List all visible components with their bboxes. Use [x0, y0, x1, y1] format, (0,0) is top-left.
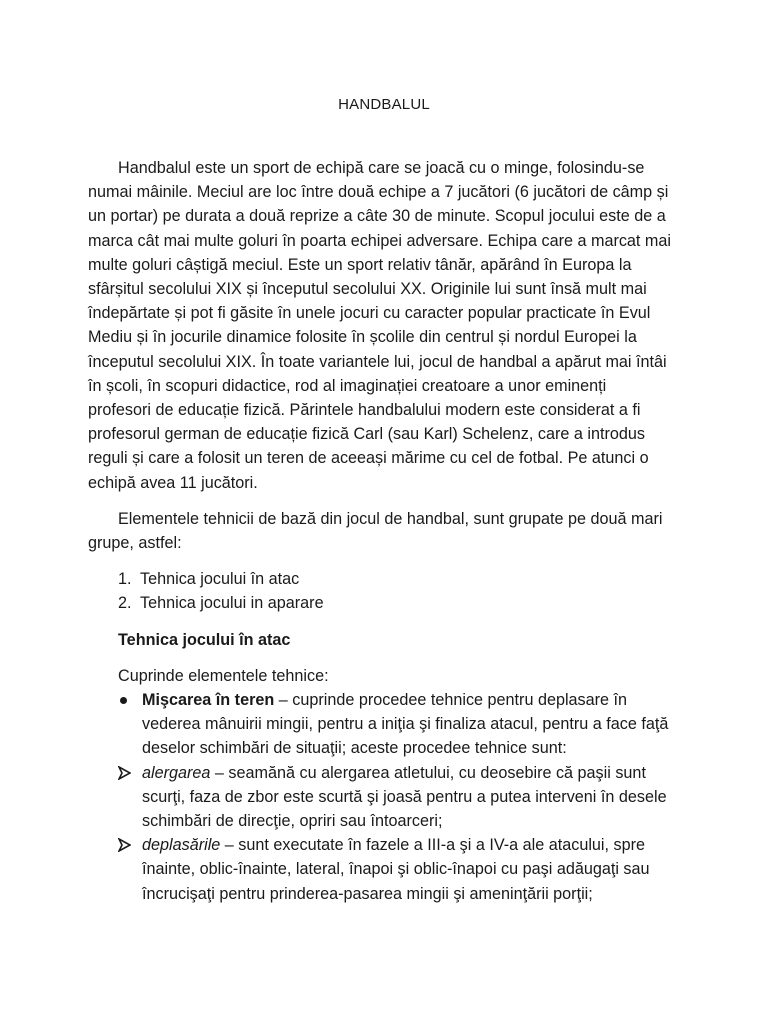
text-line: grupe, astfel:	[88, 534, 182, 553]
arrow-text: încrucişaţi pentru prinderea-pasarea mingii şi ameninţării porţii;	[142, 884, 593, 903]
list-item-text: Tehnica jocului in aparare	[140, 594, 324, 613]
text-line: Mediu și în jocurile dinamice folosite în școlile din centrul și nordul Europei la	[88, 328, 637, 347]
numbered-list	[118, 567, 684, 615]
arrow-text: – seamănă cu alergarea atletului, cu deosebire că paşii sunt	[210, 763, 646, 782]
bullet-term: Mişcarea în teren	[142, 691, 275, 710]
arrow-bullet-icon	[118, 833, 136, 857]
list-item	[118, 591, 684, 615]
list-number: 1.	[118, 570, 132, 589]
text-line: numai mâinile. Meciul are loc între două echipe a 7 jucători (6 jucători de câmp și	[88, 183, 669, 202]
list-item	[118, 567, 684, 591]
text-line: Elementele tehnicii de bază din jocul de handbal, sunt grupate pe două mari	[118, 509, 663, 528]
bullet-text: – cuprinde procedee tehnice pentru deplasare în	[274, 691, 628, 710]
bullet-icon	[118, 688, 136, 712]
arrow-text: schimbări de direcţie, opriri sau întoarceri;	[142, 812, 443, 831]
text-line: reguli și care a folosit un teren de aceeași mărime cu cel de fotbal. Pe atunci o	[88, 449, 649, 468]
text-line: în școli, în scopuri didactice, rod al imaginației creatoare a unor eminenți	[88, 376, 607, 395]
arrow-term: deplasările	[142, 836, 221, 855]
arrow-item-deplasarile	[118, 833, 684, 906]
arrow-text: înainte, oblic-înainte, lateral, înapoi şi oblic-înapoi cu paşi adăugaţi sau	[142, 860, 650, 879]
text-line: Handbalul este un sport de echipă care se joacă cu o minge, folosindu-se	[118, 159, 645, 177]
section-intro: Cuprinde elementele tehnice:	[118, 666, 329, 685]
bullet-text: deselor schimbări de situaţii; aceste procedee tehnice sunt:	[142, 739, 567, 758]
document-title: HANDBALUL	[338, 96, 430, 113]
text-line: îndepărtate și pot fi găsite în unele jocuri cu caracter popular practicate în Evul	[88, 304, 651, 323]
text-line: profesori de educație fizică. Părintele handbalului modern este considerat a fi	[88, 401, 641, 420]
section-heading: Tehnica jocului în atac	[118, 630, 291, 649]
text-line: echipă avea 11 jucători.	[88, 473, 258, 492]
bullet-text: vederea mânuirii mingii, pentru a iniţia şi finaliza atacul, pentru a face faţă	[142, 715, 669, 734]
text-line: sfârșitul secolului XIX și începutul secolului XX. Originile lui sunt însă mult mai	[88, 280, 647, 299]
text-line: începutul secolului XIX. În toate variantele lui, jocul de handbal a apărut mai întâi	[88, 352, 667, 371]
arrow-item-alergarea	[118, 761, 684, 834]
text-line: marca cât mai multe goluri în poarta echipei adversare. Echipa care a marcat mai	[88, 231, 672, 250]
text-line: un portar) pe durata a două reprize a câte 30 de minute. Scopul jocului este de a	[88, 207, 666, 226]
arrow-text: – sunt executate în fazele a III-a şi a IV-a ale atacului, spre	[220, 836, 646, 855]
arrow-term: alergarea	[142, 763, 211, 782]
arrow-text: scurţi, faza de zbor este scurtă şi joasă pentru a putea interveni în desele	[142, 787, 667, 806]
arrow-bullet-icon	[118, 761, 136, 785]
text-line: multe goluri câștigă meciul. Este un sport relativ tânăr, apărând în Europa la	[88, 255, 632, 274]
text-line: profesorul german de educație fizică Carl (sau Karl) Schelenz, care a introdus	[88, 425, 645, 444]
technique-list	[118, 688, 684, 906]
list-item-text: Tehnica jocului în atac	[140, 570, 300, 589]
document-body	[88, 156, 684, 906]
paragraph-intro	[88, 156, 684, 495]
paragraph-elements	[88, 507, 684, 555]
list-number: 2.	[118, 594, 132, 613]
bullet-item-miscarea	[118, 688, 684, 761]
